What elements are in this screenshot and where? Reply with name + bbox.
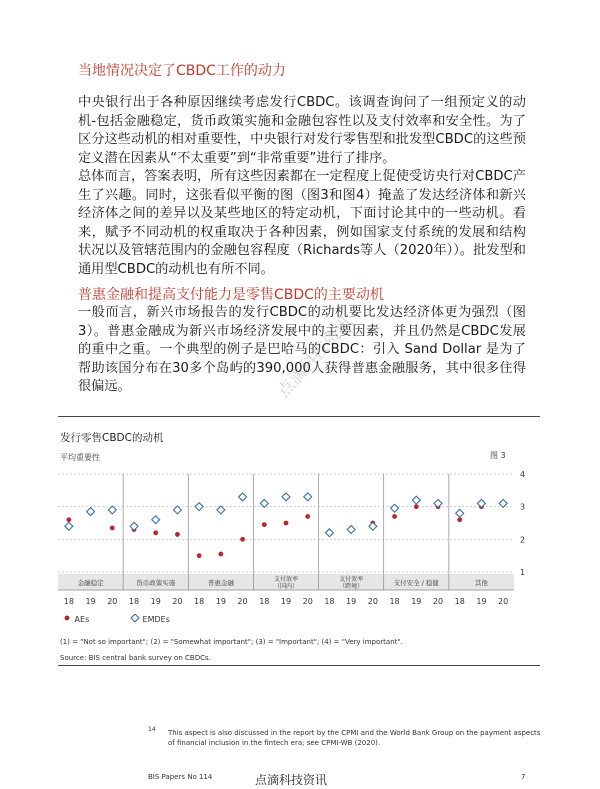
- y-tick-label: 3: [520, 502, 526, 512]
- emdes-point: [130, 522, 138, 530]
- footer-brand: 点滴科技资讯: [255, 773, 328, 787]
- category-label: 支付效率: [273, 576, 299, 583]
- emdes-point: [412, 496, 420, 504]
- y-axis-label: 平均重要性: [60, 453, 100, 462]
- emdes-point: [87, 508, 95, 516]
- scale-note: (1) = "Not so important"; (2) = "Somewhat important"; (3) = "Important"; (4) = "Very important".: [60, 638, 403, 646]
- legend-aes-marker: [62, 614, 72, 622]
- emdes-point: [325, 529, 333, 537]
- figure-number: 图 3: [490, 451, 506, 460]
- x-tick-label: 18: [63, 597, 74, 606]
- legend-aes: [62, 614, 89, 624]
- legend-emdes-marker: [130, 614, 140, 622]
- footnote: This aspect is also discussed in the report by the CPMI and the World Bank Group on the payment aspects of financial inclusion in the fintech era; see CPMI-WB (2020).: [168, 729, 541, 747]
- emdes-point: [499, 499, 507, 507]
- legend-emdes-label: EMDEs: [142, 615, 170, 624]
- aes-point: [392, 514, 397, 519]
- figure-bottom-rule: [58, 665, 540, 666]
- emdes-point: [391, 504, 399, 512]
- category-label: （跨境）: [339, 583, 364, 590]
- category-label: 支付安全 / 稳健: [393, 579, 439, 587]
- motivation-chart: [58, 464, 540, 614]
- emdes-point: [108, 506, 116, 514]
- emdes-point: [152, 516, 160, 524]
- aes-point: [175, 532, 180, 537]
- page-number: 7: [521, 773, 526, 781]
- figure-title: 发行零售CBDC的动机: [60, 432, 164, 444]
- emdes-point: [173, 506, 181, 514]
- aes-point: [153, 530, 158, 535]
- paragraph-3: 一般而言，新兴市场报告的发行CBDC的动机要比发达经济体更为强烈（图3）。普惠金融成为新兴市场经济发展中的主要因素，并且仍然是CBDC发展的重中之重。一个典型的例子是巴哈马的CBDC：引入 Sand Dollar 是为了帮助该国分布在30多个岛屿的390,000人获得普惠金融服务，其中很多住得很偏远。: [78, 305, 526, 395]
- x-tick-label: 19: [346, 597, 357, 606]
- emdes-point: [369, 522, 377, 530]
- x-tick-label: 20: [367, 597, 378, 606]
- paragraph-2: 总体而言，答案表明，所有这些因素都在一定程度上促使受访央行对CBDC产生了兴趣。同时，这张看似平衡的图（图3和图4）掩盖了发达经济体和新兴经济体之间的差异以及某些地区的特定动机，下面讨论其中的一些动机。看来，赋予不同动机的权重取决于各种因素，例如国家支付系统的发展和结构状况以及管辖范围内的金融包容程度（Richards等人（2020年））。批发型和通用型CBDC的动机也有所不同。: [78, 169, 526, 277]
- aes-point: [414, 504, 419, 509]
- emdes-point: [434, 499, 442, 507]
- x-tick-label: 18: [128, 597, 140, 606]
- emdes-point: [282, 493, 290, 501]
- emdes-point: [456, 509, 464, 517]
- x-tick-label: 19: [150, 597, 161, 606]
- emdes-point: [304, 493, 312, 501]
- aes-point: [66, 517, 71, 522]
- aes-point: [284, 521, 289, 526]
- emdes-point: [477, 499, 485, 507]
- source-note: Source: BIS central bank survey on CBDCs.: [60, 654, 211, 662]
- x-tick-label: 20: [107, 597, 118, 606]
- x-tick-label: 18: [454, 597, 465, 606]
- legend-emdes: [130, 614, 170, 624]
- legend-aes-label: AEs: [74, 615, 90, 624]
- category-label: 支付效率: [339, 576, 364, 583]
- x-tick-label: 18: [259, 597, 270, 606]
- category-label: 普惠金融: [207, 579, 234, 587]
- x-tick-label: 19: [215, 597, 226, 606]
- y-tick-label: 1: [520, 568, 526, 577]
- watermark: 点滴科技资讯: [273, 312, 357, 402]
- emdes-point: [195, 503, 203, 511]
- category-label: 货币政策实施: [136, 579, 176, 587]
- category-label: 金融稳定: [77, 579, 104, 587]
- y-tick-label: 4: [520, 470, 526, 479]
- emdes-point: [239, 493, 247, 501]
- aes-point: [305, 514, 310, 519]
- category-label: 其他: [474, 579, 488, 587]
- footer-series: BIS Papers No 114: [148, 773, 213, 781]
- subheading: 普惠金融和提高支付能力是零售CBDC的主要动机: [78, 287, 384, 303]
- y-tick-label: 2: [520, 535, 526, 545]
- emdes-point: [65, 522, 73, 530]
- aes-point: [197, 553, 202, 558]
- x-tick-label: 19: [411, 597, 422, 606]
- aes-point: [218, 552, 223, 557]
- x-tick-label: 20: [432, 597, 444, 606]
- x-tick-label: 20: [302, 597, 313, 606]
- paragraph-1: 中央银行出于各种原因继续考虑发行CBDC。该调查询问了一组预定义的动机-包括金融稳定，货币政策实施和金融包容性以及支付效率和安全性。为了区分这些动机的相对重要性，中央银行对发行零售型和批发型CBDC的这些预定义潜在因素从“不太重要”到“非常重要”进行了排序。: [78, 95, 526, 166]
- aes-point: [457, 517, 462, 522]
- category-label: （国内）: [273, 583, 299, 590]
- x-tick-label: 18: [324, 597, 335, 606]
- aes-point: [262, 522, 267, 527]
- aes-point: [240, 537, 245, 542]
- emdes-point: [260, 499, 268, 507]
- footnote-mark: 14: [148, 726, 156, 733]
- emdes-point: [217, 506, 225, 514]
- x-tick-label: 20: [172, 597, 183, 606]
- emdes-point: [347, 526, 355, 534]
- figure-top-rule: [58, 416, 540, 417]
- aes-point: [110, 526, 115, 531]
- x-tick-label: 18: [389, 597, 400, 606]
- x-tick-label: 19: [476, 597, 487, 606]
- x-tick-label: 19: [85, 597, 96, 606]
- section-heading: 当地情况决定了CBDC工作的动力: [78, 63, 286, 79]
- x-tick-label: 19: [280, 597, 292, 606]
- x-tick-label: 20: [498, 597, 509, 606]
- x-tick-label: 18: [194, 597, 205, 606]
- x-tick-label: 20: [237, 597, 248, 606]
